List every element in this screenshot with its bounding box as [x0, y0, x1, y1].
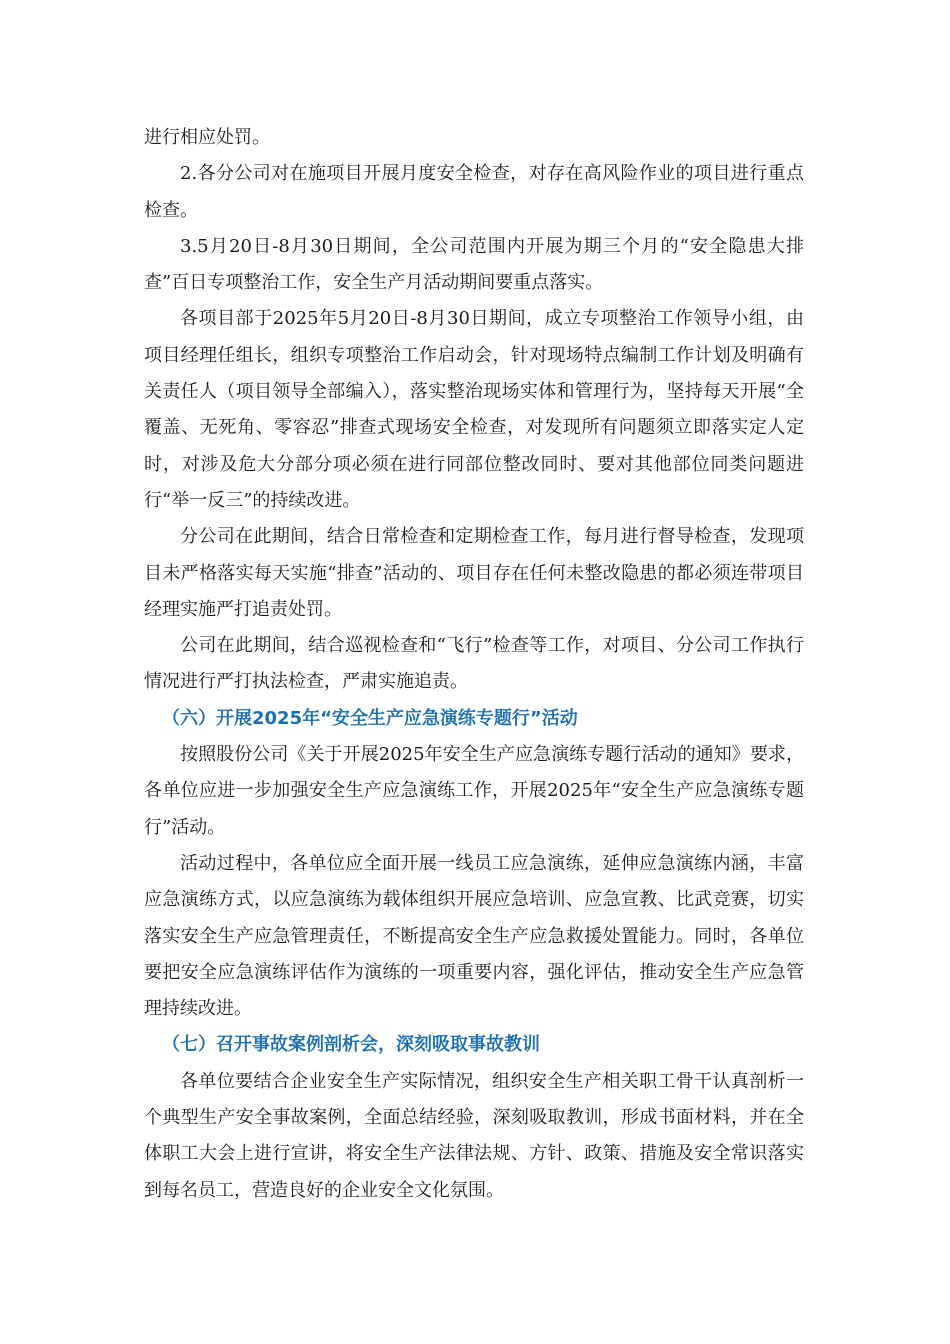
document-page	[144, 120, 804, 1209]
paragraph-item-2: 2.各分公司对在施项目开展月度安全检查，对存在高风险作业的项目进行重点检查。	[144, 163, 804, 221]
paragraph-branch-company: 分公司在此期间，结合日常检查和定期检查工作，每月进行督导检查，发现项目未严格落实每天实施“排查”活动的、项目存在任何未整改隐患的都必须连带项目经理实施严打追责处罚。	[144, 526, 804, 620]
section-heading-7: （七）召开事故案例剖析会，深刻吸取事故教训	[162, 1034, 540, 1056]
paragraph-continuation: 进行相应处罚。	[144, 127, 270, 148]
paragraph-item-3: 3.5月20日-8月30日期间，全公司范围内开展为期三个月的“安全隐患大排查”百日专项整治工作，安全生产月活动期间要重点落实。	[144, 235, 804, 294]
paragraph-activity: 活动过程中，各单位应全面开展一线员工应急演练，延伸应急演练内涵，丰富应急演练方式，以应急演练为载体组织开展应急培训、应急宣教、比武竞赛，切实落实安全生产应急管理责任，不断提高安全生产应急救援处置能力。同时，各单位要把安全应急演练评估作为演练的一项重要内容，强化评估，推动安全生产应急管理持续改进。	[144, 852, 804, 1020]
paragraph-notice: 按照股份公司《关于开展2025年安全生产应急演练专题行活动的通知》要求，各单位应进一步加强安全生产应急演练工作，开展2025年“安全生产应急演练专题行”活动。	[144, 744, 804, 838]
paragraph-case-study: 各单位要结合企业安全生产实际情况，组织安全生产相关职工骨干认真剖析一个典型生产安全事故案例，全面总结经验，深刻吸取教训，形成书面材料，并在全体职工大会上进行宣讲，将安全生产法律法规、方针、政策、措施及安全常识落实到每名员工，营造良好的企业安全文化氛围。	[144, 1070, 804, 1201]
paragraph-company: 公司在此期间，结合巡视检查和“飞行”检查等工作，对项目、分公司工作执行情况进行严打执法检查，严肃实施追责。	[144, 635, 804, 693]
paragraph-project-dept: 各项目部于2025年5月20日-8月30日期间，成立专项整治工作领导小组，由项目经理任组长，组织专项整治工作启动会，针对现场特点编制工作计划及明确有关责任人（项目领导全部编入），落实整治现场实体和管理行为，坚持每天开展“全覆盖、无死角、零容忍”排查式现场安全检查，对发现所有问题须立即落实定人定时，对涉及危大分部分项必须在进行同部位整改同时、要对其他部位同类问题进行“举一反三”的持续改进。	[144, 308, 804, 511]
section-heading-6: （六）开展2025年“安全生产应急演练专题行”活动	[162, 707, 578, 729]
